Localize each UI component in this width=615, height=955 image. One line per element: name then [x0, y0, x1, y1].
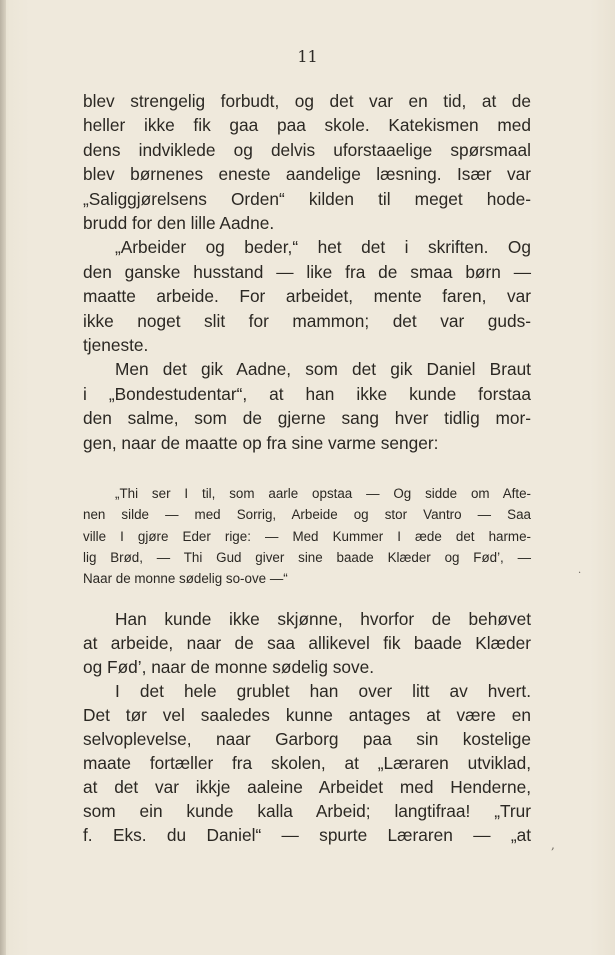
text-line: den salme, som de gjerne sang hver tidlig mor-	[83, 408, 531, 429]
body-text-bottom	[83, 607, 531, 847]
page-spine-shadow	[0, 0, 6, 955]
text-line: f. Eks. du Daniel“ — spurte Læraren — „at	[83, 825, 531, 845]
text-line: den ganske husstand — like fra de smaa børn —	[83, 261, 531, 282]
scan-speck: .	[578, 565, 582, 576]
text-line: og Fød’, naar de monne sødelig sove.	[83, 657, 375, 677]
hymn-quote	[83, 483, 531, 589]
text-line: som ein kunde kalla Arbeid; langtifraa! „Trur	[83, 801, 531, 821]
text-line: blev strengelig forbudt, og det var en tid, at de	[83, 91, 531, 111]
text-line: maate fortæller fra skolen, at „Læraren utviklad,	[83, 753, 531, 773]
text-line: gen, naar de maatte op fra sine varme senger:	[83, 432, 439, 453]
text-line: blev børnenes eneste aandelige læsning. Især var	[83, 164, 531, 185]
text-line: brudd for den lille Aadne.	[83, 213, 275, 234]
text-line: I det hele grublet han over litt av hvert.	[115, 681, 531, 701]
quote-line: Naar de monne sødelig so-ove —“	[83, 571, 288, 587]
text-line: Men det gik Aadne, som det gik Daniel Braut	[115, 359, 531, 380]
body-text-top	[83, 89, 531, 455]
scan-speck: ,	[551, 838, 555, 852]
text-line: tjeneste.	[83, 335, 149, 356]
text-line: dens indviklede og delvis uforstaaelige spørsmaal	[83, 139, 531, 160]
text-line: at det var ikkje aaleine Arbeidet med Henderne,	[83, 777, 531, 797]
quote-line: ville I gjøre Eder rige: — Med Kummer I æde det harme-	[83, 528, 531, 544]
text-line: maatte arbeide. For arbeidet, mente faren, var	[83, 286, 531, 307]
text-line: at arbeide, naar de saa allikevel fik baade Klæder	[83, 633, 531, 653]
page-number: 11	[297, 47, 318, 66]
text-line: i „Bondestudentar“, at han ikke kunde forstaa	[83, 383, 531, 404]
text-line: selvoplevelse, naar Garborg paa sin kostelige	[83, 729, 531, 749]
text-line: ikke noget slit for mammon; det var guds-	[83, 310, 531, 331]
text-line: heller ikke fik gaa paa skole. Katekismen med	[83, 115, 531, 136]
quote-line: nen silde — med Sorrig, Arbeide og stor Vantro — Saa	[83, 507, 531, 523]
text-line: Det tør vel saaledes kunne antages at være en	[83, 705, 531, 725]
quote-line: „Thi ser I til, som aarle opstaa — Og sidde om Afte-	[115, 486, 531, 501]
quote-line: lig Brød, — Thi Gud giver sine baade Klæder og Fød’, —	[83, 549, 531, 565]
text-line: „Saliggjørelsens Orden“ kilden til meget hode-	[83, 188, 531, 209]
text-line: Han kunde ikke skjønne, hvorfor de behøvet	[115, 609, 531, 629]
text-line: „Arbeider og beder,“ het det i skriften. Og	[115, 237, 531, 258]
